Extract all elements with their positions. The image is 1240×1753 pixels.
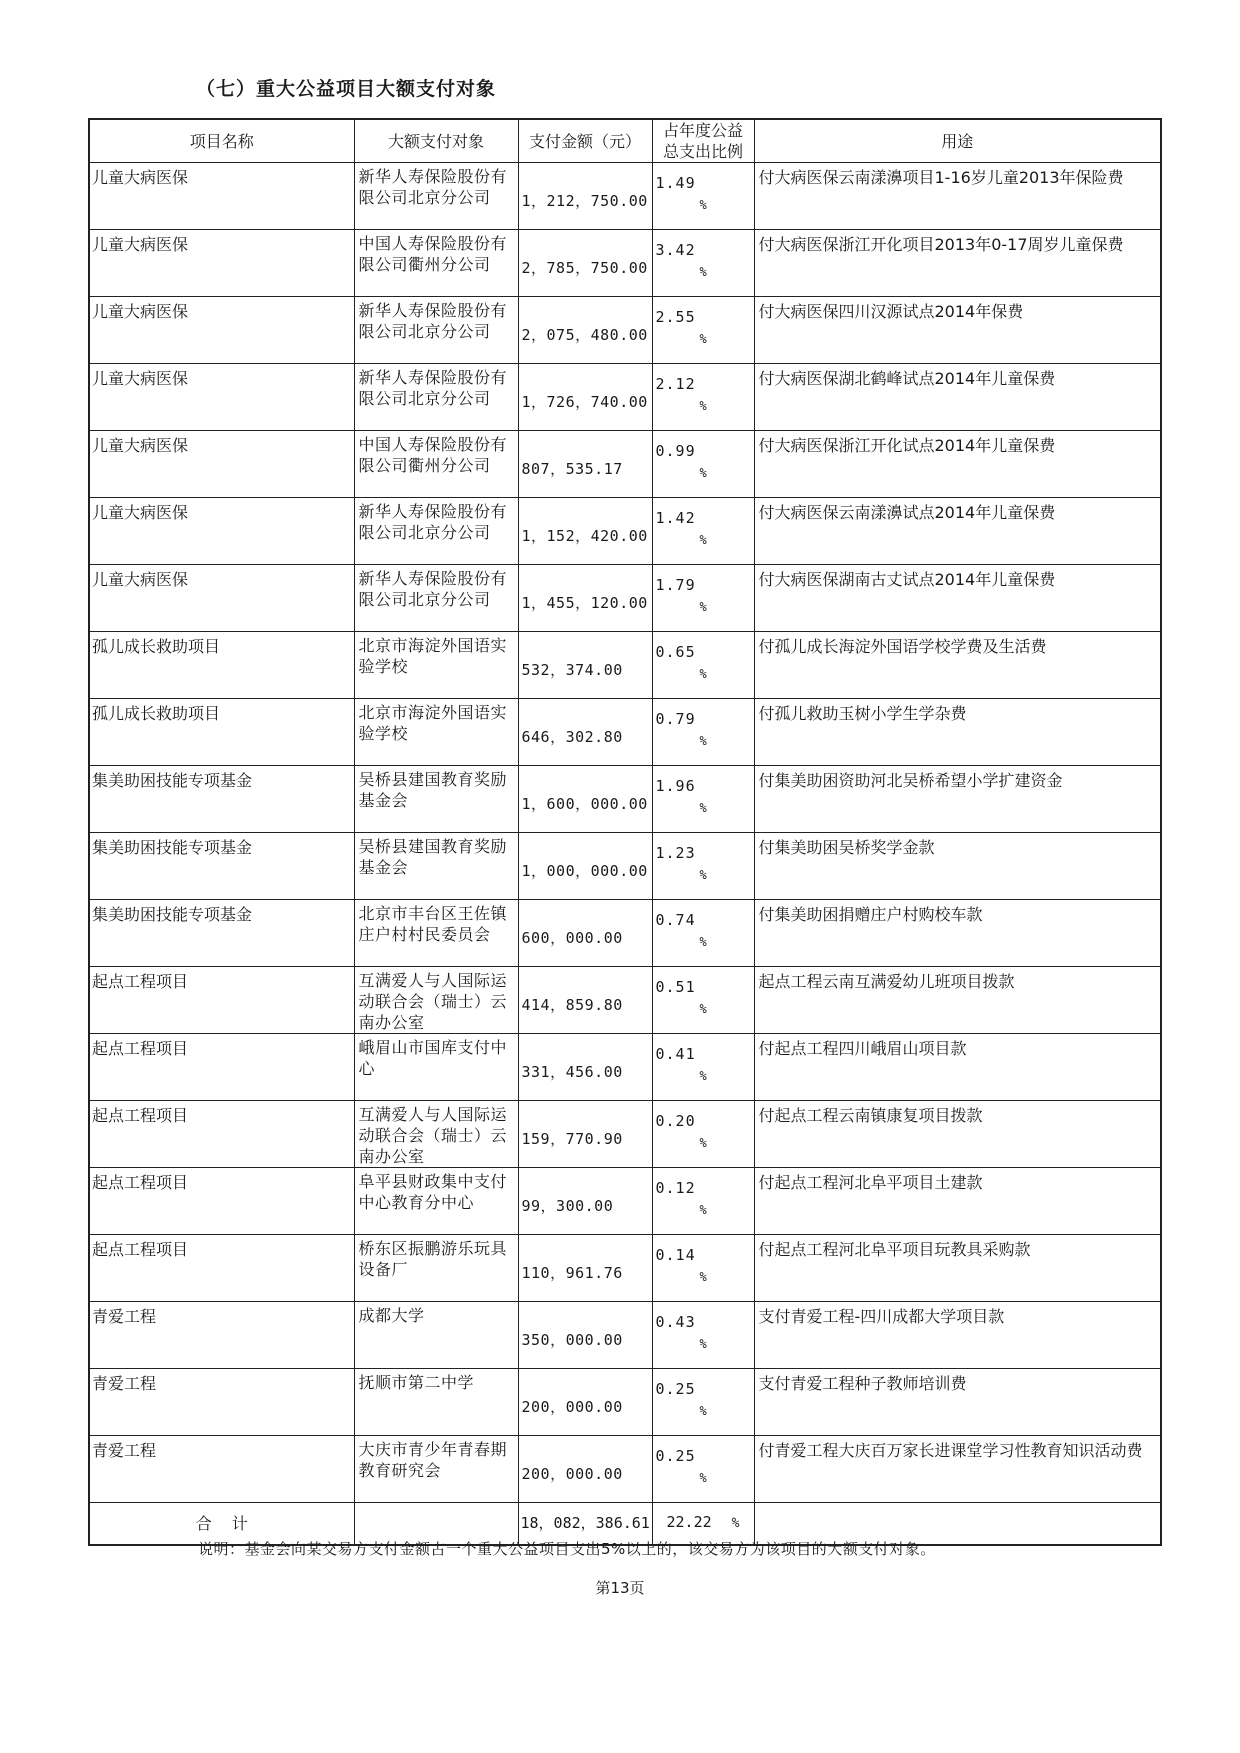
table-row — [89, 699, 1161, 766]
total-ratio: 22.22 — [666, 1513, 712, 1532]
header-payee: 大额支付对象 — [354, 119, 518, 163]
purpose-cell: 付大病医保浙江开化项目2013年0-17周岁儿童保费 — [754, 230, 1161, 297]
percent-sign: % — [699, 1069, 707, 1083]
table-row — [89, 1235, 1161, 1302]
header-amount: 支付金额（元） — [518, 119, 652, 163]
project-name-cell: 儿童大病医保 — [89, 230, 354, 297]
amount-cell: 1，455，120.00 — [518, 565, 652, 632]
payee-cell: 桥东区振鹏游乐玩具设备厂 — [354, 1235, 518, 1302]
ratio-cell — [652, 1369, 754, 1436]
ratio-cell — [652, 632, 754, 699]
purpose-cell: 付孤儿救助玉树小学生学杂费 — [754, 699, 1161, 766]
payee-cell: 互满爱人与人国际运动联合会（瑞士）云南办公室 — [354, 1101, 518, 1168]
payee-cell: 新华人寿保险股份有限公司北京分公司 — [354, 364, 518, 431]
payee-cell: 阜平县财政集中支付中心教育分中心 — [354, 1168, 518, 1235]
payee-cell: 新华人寿保险股份有限公司北京分公司 — [354, 565, 518, 632]
amount-cell: 200，000.00 — [518, 1369, 652, 1436]
project-name-cell: 起点工程项目 — [89, 1101, 354, 1168]
ratio-value: 0.41 — [655, 1045, 696, 1063]
amount-cell: 414，859.80 — [518, 967, 652, 1034]
project-name-cell: 起点工程项目 — [89, 1034, 354, 1101]
header-ratio-line1: 占年度公益 — [662, 121, 743, 140]
table-row — [89, 297, 1161, 364]
project-name-cell: 集美助困技能专项基金 — [89, 766, 354, 833]
percent-sign: % — [699, 1002, 707, 1016]
ratio-value: 0.99 — [655, 442, 696, 460]
table-row — [89, 967, 1161, 1034]
table-row — [89, 1034, 1161, 1101]
purpose-cell: 支付青爱工程-四川成都大学项目款 — [754, 1302, 1161, 1369]
project-name-cell: 儿童大病医保 — [89, 297, 354, 364]
payee-cell: 北京市丰台区王佐镇庄户村村民委员会 — [354, 900, 518, 967]
ratio-cell — [652, 364, 754, 431]
table-row — [89, 833, 1161, 900]
table-row — [89, 498, 1161, 565]
payee-cell: 吴桥县建国教育奖励基金会 — [354, 766, 518, 833]
header-ratio-line2: 总支出比例 — [662, 142, 743, 161]
payee-cell: 北京市海淀外国语实验学校 — [354, 632, 518, 699]
footnote: 说明：基金会向某交易方支付金额占一个重大公益项目支出5%以上的，该交易方为该项目的大额支付对象。 — [198, 1540, 936, 1558]
amount-cell: 1，600，000.00 — [518, 766, 652, 833]
purpose-cell: 付起点工程河北阜平项目玩教具采购款 — [754, 1235, 1161, 1302]
ratio-value: 0.25 — [655, 1447, 696, 1465]
table-row — [89, 431, 1161, 498]
percent-sign: % — [699, 1203, 707, 1217]
ratio-value: 1.23 — [655, 844, 696, 862]
header-purpose: 用途 — [754, 119, 1161, 163]
project-name-cell: 起点工程项目 — [89, 1235, 354, 1302]
total-amount: 18，082，386.61 — [518, 1503, 652, 1545]
project-name-cell: 儿童大病医保 — [89, 431, 354, 498]
amount-cell: 1，152，420.00 — [518, 498, 652, 565]
project-name-cell: 儿童大病医保 — [89, 565, 354, 632]
amount-cell: 99，300.00 — [518, 1168, 652, 1235]
ratio-cell — [652, 1101, 754, 1168]
project-name-cell: 集美助困技能专项基金 — [89, 900, 354, 967]
ratio-cell — [652, 431, 754, 498]
amount-cell: 807，535.17 — [518, 431, 652, 498]
amount-cell: 1，212，750.00 — [518, 163, 652, 230]
amount-cell: 1，000，000.00 — [518, 833, 652, 900]
payee-cell: 成都大学 — [354, 1302, 518, 1369]
payee-cell: 吴桥县建国教育奖励基金会 — [354, 833, 518, 900]
purpose-cell: 付起点工程云南镇康复项目拨款 — [754, 1101, 1161, 1168]
ratio-value: 0.51 — [655, 978, 696, 996]
amount-cell: 350，000.00 — [518, 1302, 652, 1369]
ratio-value: 3.42 — [655, 241, 696, 259]
percent-sign: % — [699, 332, 707, 346]
ratio-cell — [652, 230, 754, 297]
payee-cell: 互满爱人与人国际运动联合会（瑞士）云南办公室 — [354, 967, 518, 1034]
project-name-cell: 青爱工程 — [89, 1436, 354, 1503]
percent-sign: % — [699, 1337, 707, 1351]
ratio-cell — [652, 1034, 754, 1101]
amount-cell: 2，785，750.00 — [518, 230, 652, 297]
table-row — [89, 1369, 1161, 1436]
payee-cell: 新华人寿保险股份有限公司北京分公司 — [354, 163, 518, 230]
amount-cell: 600，000.00 — [518, 900, 652, 967]
percent-sign: % — [699, 734, 707, 748]
percent-sign: % — [699, 667, 707, 681]
ratio-cell — [652, 833, 754, 900]
table-row — [89, 900, 1161, 967]
percent-sign: % — [699, 198, 707, 212]
table-row — [89, 632, 1161, 699]
purpose-cell: 起点工程云南互满爱幼儿班项目拨款 — [754, 967, 1161, 1034]
ratio-value: 0.25 — [655, 1380, 696, 1398]
purpose-cell: 付集美助困吴桥奖学金款 — [754, 833, 1161, 900]
ratio-value: 0.65 — [655, 643, 696, 661]
percent-sign: % — [699, 868, 707, 882]
payee-cell: 中国人寿保险股份有限公司衢州分公司 — [354, 431, 518, 498]
table-row — [89, 1101, 1161, 1168]
project-name-cell: 青爱工程 — [89, 1302, 354, 1369]
purpose-cell: 付大病医保湖北鹤峰试点2014年儿童保费 — [754, 364, 1161, 431]
project-name-cell: 青爱工程 — [89, 1369, 354, 1436]
ratio-value: 2.55 — [655, 308, 696, 326]
ratio-cell — [652, 900, 754, 967]
percent-sign: % — [699, 399, 707, 413]
purpose-cell: 付青爱工程大庆百万家长进课堂学习性教育知识活动费 — [754, 1436, 1161, 1503]
ratio-value: 2.12 — [655, 375, 696, 393]
project-name-cell: 集美助困技能专项基金 — [89, 833, 354, 900]
ratio-value: 0.74 — [655, 911, 696, 929]
page-number: 第13页 — [595, 1579, 645, 1597]
amount-cell: 1，726，740.00 — [518, 364, 652, 431]
ratio-value: 1.79 — [655, 576, 696, 594]
ratio-cell — [652, 766, 754, 833]
ratio-cell — [652, 699, 754, 766]
purpose-cell: 付孤儿成长海淀外国语学校学费及生活费 — [754, 632, 1161, 699]
payee-cell: 大庆市青少年青春期教育研究会 — [354, 1436, 518, 1503]
header-project: 项目名称 — [89, 119, 354, 163]
amount-cell: 2，075，480.00 — [518, 297, 652, 364]
percent-sign: % — [699, 1471, 707, 1485]
purpose-cell: 付大病医保四川汉源试点2014年保费 — [754, 297, 1161, 364]
payee-cell: 峨眉山市国库支付中心 — [354, 1034, 518, 1101]
percent-sign: % — [699, 265, 707, 279]
project-name-cell: 儿童大病医保 — [89, 498, 354, 565]
large-payments-table — [88, 118, 1162, 1546]
percent-sign: % — [699, 1270, 707, 1284]
ratio-cell — [652, 967, 754, 1034]
project-name-cell: 孤儿成长救助项目 — [89, 699, 354, 766]
purpose-cell: 付起点工程四川峨眉山项目款 — [754, 1034, 1161, 1101]
percent-sign: % — [699, 466, 707, 480]
amount-cell: 110，961.76 — [518, 1235, 652, 1302]
ratio-cell — [652, 498, 754, 565]
purpose-cell: 付起点工程河北阜平项目土建款 — [754, 1168, 1161, 1235]
amount-cell: 646，302.80 — [518, 699, 652, 766]
purpose-cell: 付大病医保浙江开化试点2014年儿童保费 — [754, 431, 1161, 498]
ratio-value: 1.96 — [655, 777, 696, 795]
purpose-cell: 付大病医保云南漾濞项目1-16岁儿童2013年保险费 — [754, 163, 1161, 230]
table-body — [89, 163, 1161, 1503]
ratio-cell — [652, 565, 754, 632]
table-row — [89, 565, 1161, 632]
ratio-cell — [652, 1235, 754, 1302]
project-name-cell: 起点工程项目 — [89, 967, 354, 1034]
ratio-value: 0.20 — [655, 1112, 696, 1130]
amount-cell: 159，770.90 — [518, 1101, 652, 1168]
table-row — [89, 230, 1161, 297]
payee-cell: 新华人寿保险股份有限公司北京分公司 — [354, 498, 518, 565]
percent-sign: % — [699, 600, 707, 614]
ratio-cell — [652, 1168, 754, 1235]
purpose-cell: 付集美助困捐赠庄户村购校车款 — [754, 900, 1161, 967]
percent-sign: % — [699, 801, 707, 815]
ratio-value: 0.43 — [655, 1313, 696, 1331]
project-name-cell: 孤儿成长救助项目 — [89, 632, 354, 699]
ratio-value: 0.14 — [655, 1246, 696, 1264]
purpose-cell: 付大病医保云南漾濞试点2014年儿童保费 — [754, 498, 1161, 565]
table-row — [89, 766, 1161, 833]
ratio-cell — [652, 1436, 754, 1503]
amount-cell: 200，000.00 — [518, 1436, 652, 1503]
table-row — [89, 1436, 1161, 1503]
ratio-value: 0.12 — [655, 1179, 696, 1197]
payee-cell: 抚顺市第二中学 — [354, 1369, 518, 1436]
percent-sign: % — [699, 935, 707, 949]
project-name-cell: 起点工程项目 — [89, 1168, 354, 1235]
ratio-cell — [652, 297, 754, 364]
total-label: 合计 — [89, 1503, 354, 1545]
purpose-cell: 支付青爱工程种子教师培训费 — [754, 1369, 1161, 1436]
ratio-value: 1.49 — [655, 174, 696, 192]
payee-cell: 中国人寿保险股份有限公司衢州分公司 — [354, 230, 518, 297]
ratio-value: 1.42 — [655, 509, 696, 527]
percent-sign: % — [699, 1404, 707, 1418]
amount-cell: 532，374.00 — [518, 632, 652, 699]
ratio-cell — [652, 163, 754, 230]
amount-cell: 331，456.00 — [518, 1034, 652, 1101]
table-row — [89, 364, 1161, 431]
payee-cell: 新华人寿保险股份有限公司北京分公司 — [354, 297, 518, 364]
purpose-cell: 付集美助困资助河北吴桥希望小学扩建资金 — [754, 766, 1161, 833]
project-name-cell: 儿童大病医保 — [89, 364, 354, 431]
table-row — [89, 163, 1161, 230]
payee-cell: 北京市海淀外国语实验学校 — [354, 699, 518, 766]
table-row — [89, 1302, 1161, 1369]
total-percent-sign: % — [731, 1516, 740, 1532]
purpose-cell: 付大病医保湖南古丈试点2014年儿童保费 — [754, 565, 1161, 632]
project-name-cell: 儿童大病医保 — [89, 163, 354, 230]
ratio-value: 0.79 — [655, 710, 696, 728]
header-ratio — [652, 119, 754, 163]
percent-sign: % — [699, 533, 707, 547]
percent-sign: % — [699, 1136, 707, 1150]
section-title: （七）重大公益项目大额支付对象 — [196, 78, 497, 100]
table-row — [89, 1168, 1161, 1235]
ratio-cell — [652, 1302, 754, 1369]
table-header-row — [89, 119, 1161, 163]
